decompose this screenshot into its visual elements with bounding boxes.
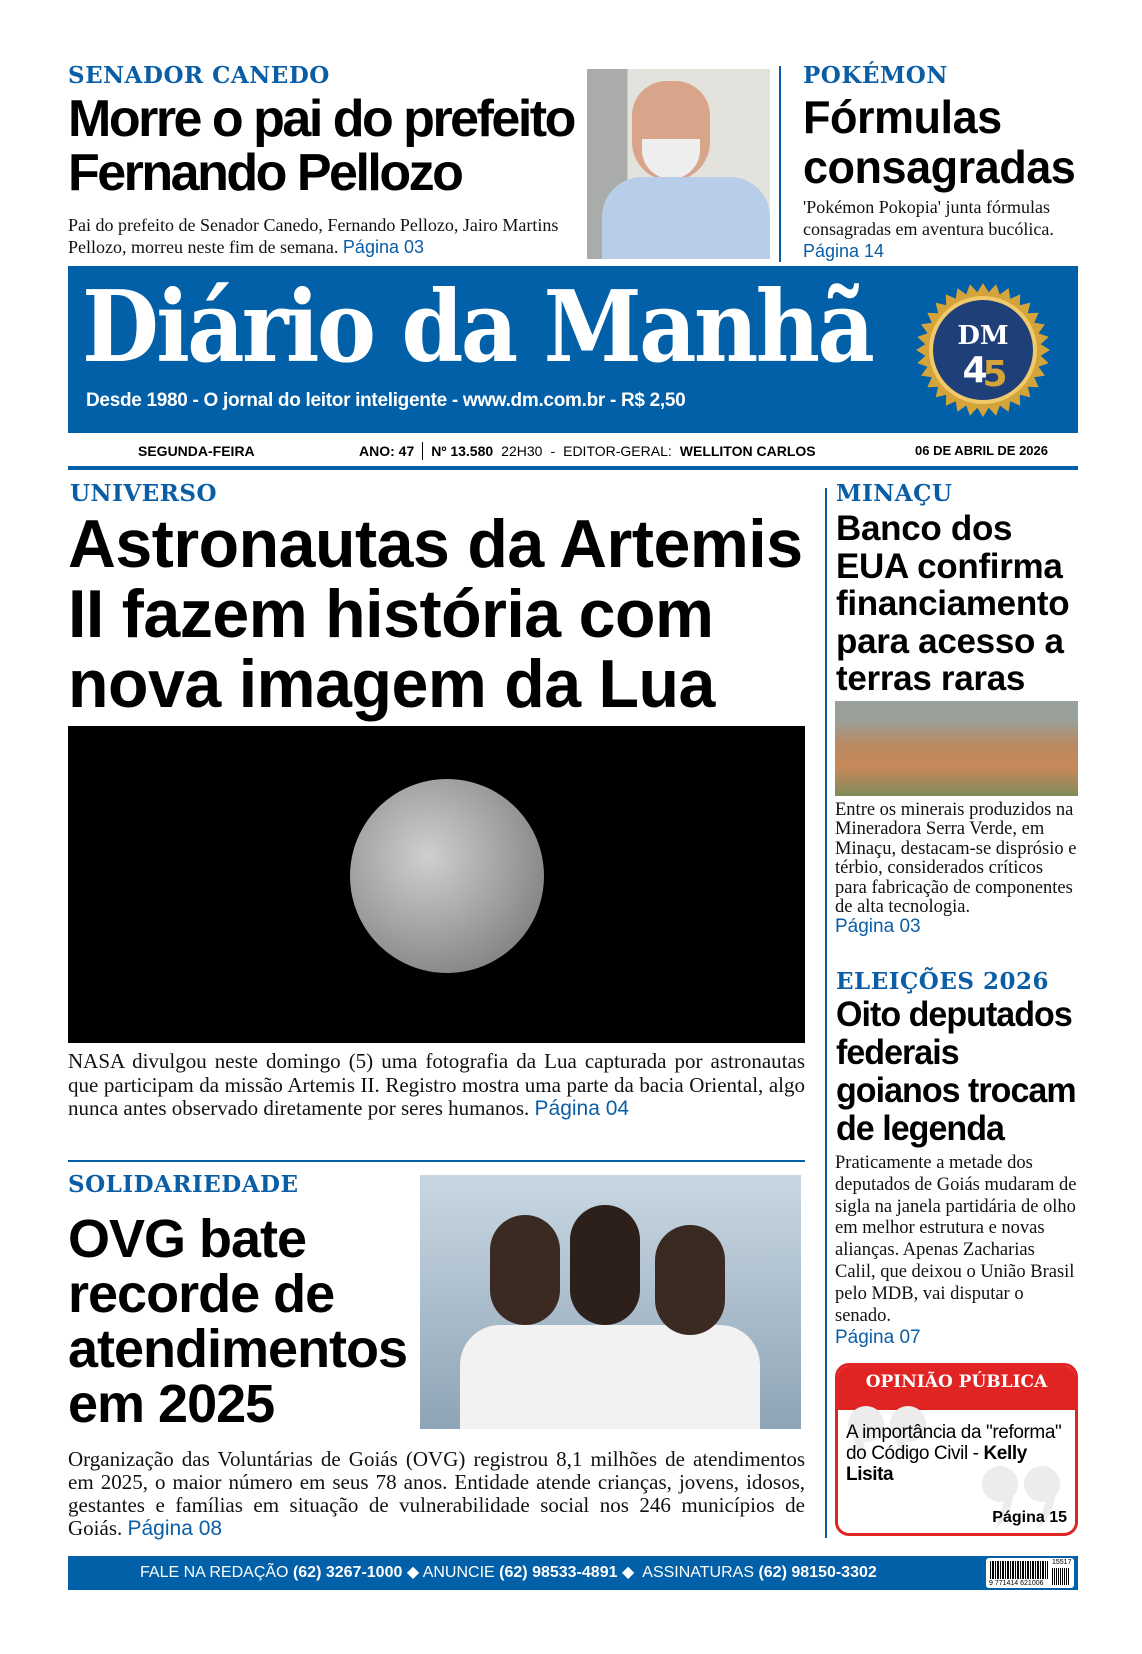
- headline-line: terras raras: [836, 659, 1026, 698]
- divider: [779, 66, 781, 262]
- footer-label: ASSINATURAS: [642, 1564, 754, 1581]
- rule: [68, 466, 1078, 470]
- opinion-author: Kelly Lisita: [846, 1443, 1027, 1485]
- headline-pokemon[interactable]: [803, 92, 1075, 192]
- caption-text: NASA divulgou neste domingo (5) uma fotografia da Lua capturada por astronautas que participam da missão Artemis II. Registro mostra uma parte da bacia Oriental, algo nunca antes observado diretamente por seres humanos.: [68, 1049, 805, 1120]
- footer-label: ANUNCIE: [422, 1564, 495, 1581]
- kicker-pokemon: POKÉMON: [803, 62, 948, 89]
- svg-text:DM: DM: [957, 321, 1009, 351]
- page-link[interactable]: Página 14: [803, 241, 885, 261]
- headline-line: Morre o pai do prefeito: [68, 90, 574, 148]
- mine-photo: [835, 701, 1078, 796]
- svg-text:5: 5: [982, 354, 1008, 395]
- dm45-seal-icon: [915, 282, 1051, 418]
- info-line: [68, 440, 1078, 464]
- headline-line: Fernando Pellozo: [68, 144, 462, 202]
- masthead-title[interactable]: Diário da Manhã: [82, 270, 873, 385]
- summary-text: Praticamente a metade dos deputados de Goiás mudaram de sigla na janela partidária de olho em melhor estrutura e novas alianças. Apenas Zacharias Calil, que deixou o União Brasil pelo MDB, vai disputar o senado.: [835, 1153, 1077, 1326]
- opinion-title-text: A importância da "reforma" do Código Civil -: [846, 1422, 1062, 1464]
- editor-label: EDITOR-GERAL:: [563, 443, 672, 459]
- page-link[interactable]: Página 04: [534, 1097, 630, 1120]
- headline-line: Banco dos: [836, 509, 1013, 548]
- diamond-icon: ◆: [406, 1564, 420, 1581]
- rule: [68, 1160, 805, 1162]
- kicker-senador-canedo: SENADOR CANEDO: [68, 62, 330, 89]
- headline-line: Fórmulas: [803, 91, 1002, 143]
- headline-line: financiamento: [836, 584, 1070, 623]
- summary-pellozo: [68, 214, 573, 258]
- summary-ovg: [68, 1448, 805, 1540]
- headline-line: de legenda: [836, 1109, 1004, 1148]
- headline-pellozo[interactable]: [68, 92, 574, 200]
- kicker-minacu: MINAÇU: [836, 480, 953, 507]
- ovg-photo: [420, 1175, 801, 1429]
- page-link[interactable]: Página 03: [835, 916, 921, 938]
- kicker-solidariedade: SOLIDARIEDADE: [68, 1171, 299, 1198]
- svg-text:4: 4: [962, 350, 988, 391]
- masthead: [68, 266, 1078, 433]
- opinion-title: OPINIÃO PÚBLICA: [838, 1366, 1075, 1410]
- barcode-issue: 15517: [1052, 1559, 1072, 1566]
- summary-deputados: [835, 1153, 1078, 1350]
- footer-bar: [68, 1556, 1078, 1590]
- barcode-number: 9 771414 621006: [989, 1580, 1044, 1587]
- caption-artemis: [68, 1050, 805, 1121]
- headline-line: atendimentos: [68, 1319, 408, 1379]
- headline-line: Astronautas da Artemis: [68, 506, 803, 582]
- photo-pellozo: [587, 69, 770, 259]
- column-divider: [825, 488, 827, 1538]
- headline-line: federais: [836, 1033, 959, 1072]
- headline-terras-raras[interactable]: [836, 510, 1069, 698]
- opinion-page[interactable]: Página 15: [992, 1509, 1067, 1526]
- page-link[interactable]: Página 03: [342, 237, 424, 257]
- headline-artemis[interactable]: [68, 506, 803, 722]
- summary-minacu: [835, 801, 1078, 938]
- headline-line: consagradas: [803, 141, 1076, 193]
- page-link[interactable]: Página 08: [127, 1517, 223, 1540]
- weekday: SEGUNDA-FEIRA: [138, 443, 255, 459]
- footer-phone[interactable]: (62) 98150-3302: [758, 1564, 877, 1581]
- date: 06 DE ABRIL DE 2026: [915, 443, 1048, 458]
- time: 22H30: [501, 443, 543, 459]
- opinion-text: [846, 1422, 1071, 1485]
- footer-phone[interactable]: (62) 98533-4891: [499, 1564, 618, 1581]
- summary-pokemon: [803, 196, 1079, 262]
- headline-line: para acesso a: [836, 621, 1064, 661]
- headline-line: em 2025: [68, 1374, 275, 1434]
- separator: [422, 442, 423, 460]
- headline-line: Oito deputados: [836, 995, 1072, 1034]
- opinion-box[interactable]: [835, 1363, 1078, 1536]
- masthead-tagline: Desde 1980 - O jornal do leitor inteligente - www.dm.com.br - R$ 2,50: [86, 390, 686, 411]
- headline-line: II fazem história com: [68, 576, 714, 652]
- moon-photo: [68, 726, 805, 1043]
- year: ANO: 47: [359, 443, 415, 459]
- diamond-icon: ◆: [621, 1564, 635, 1581]
- headline-ovg[interactable]: [68, 1209, 408, 1434]
- dash-separator: -: [550, 443, 556, 459]
- headline-line: OVG bate: [68, 1209, 307, 1269]
- issue-number: Nº 13.580: [431, 443, 494, 459]
- barcode-icon: [986, 1558, 1074, 1588]
- headline-line: recorde de: [68, 1264, 335, 1324]
- summary-text: Organização das Voluntárias de Goiás (OVG) registrou 8,1 milhões de atendimentos em 2025, o maior número em seus 78 anos. Entidade atende crianças, jovens, idosos, gestantes e famílias em situação de vulnerabilidade social nos 246 municípios de Goiás.: [68, 1447, 805, 1540]
- footer-label: FALE NA REDAÇÃO: [140, 1564, 289, 1581]
- kicker-eleicoes: ELEIÇÕES 2026: [836, 968, 1049, 995]
- footer-phone[interactable]: (62) 3267-1000: [292, 1564, 403, 1581]
- headline-line: goianos trocam: [836, 1071, 1076, 1110]
- summary-text: Pai do prefeito de Senador Canedo, Fernando Pellozo, Jairo Martins Pellozo, morreu neste fim de semana.: [68, 215, 559, 257]
- summary-text: Entre os minerais produzidos na Mineradora Serra Verde, em Minaçu, destacam-se disprósio e térbio, considerados críticos para fabricação de componentes de alta tecnologia.: [835, 800, 1077, 918]
- summary-text: 'Pokémon Pokopia' junta fórmulas consagradas em aventura bucólica.: [803, 197, 1054, 239]
- headline-deputados[interactable]: [836, 996, 1076, 1148]
- editor-name: WELLITON CARLOS: [679, 443, 816, 459]
- page-link[interactable]: Página 07: [835, 1327, 921, 1349]
- headline-line: EUA confirma: [836, 546, 1063, 586]
- kicker-universo: UNIVERSO: [70, 480, 217, 507]
- headline-line: nova imagem da Lua: [68, 646, 715, 722]
